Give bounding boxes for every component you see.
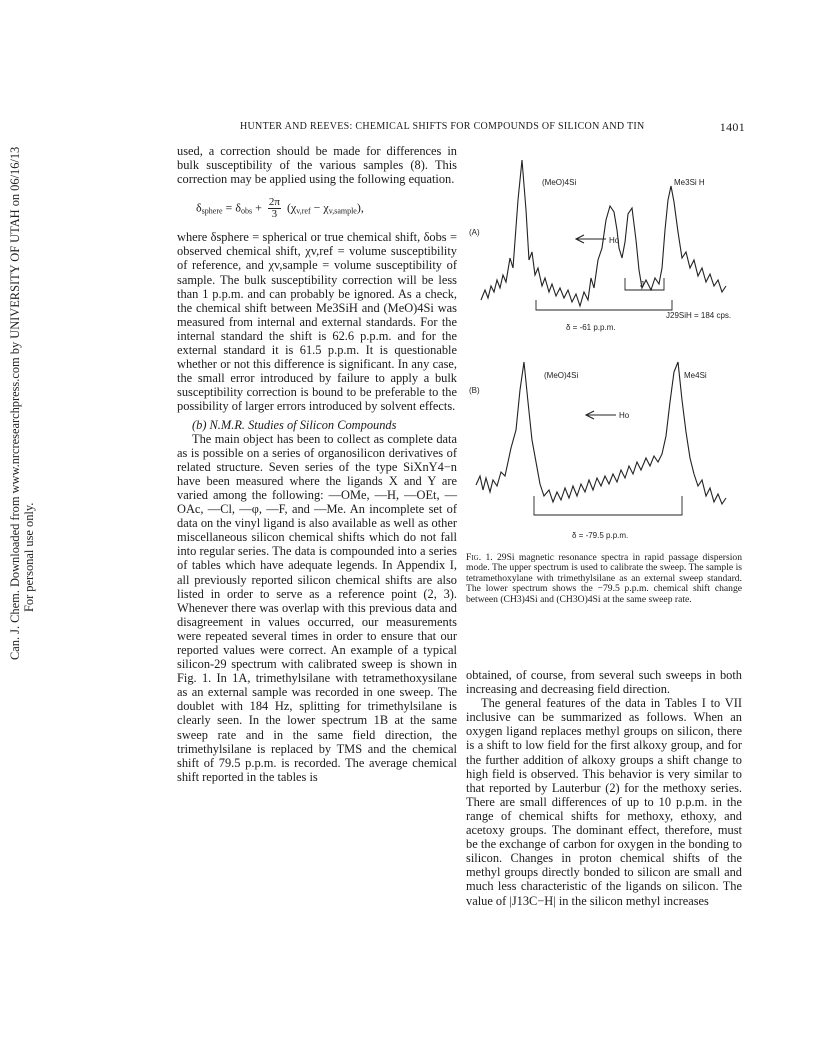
paragraph-general-features: The general features of the data in Tables I to VII inclusive can be summarized as follows. When an oxygen ligand replaces methyl groups on silicon, there is a shift to low field for the first alkoxy group, and for the further addition of alkoxy groups a shift change to high field is observed. This behavior is very similar to that reported by Lauterbur (2) for the methoxy series. There are small differences of up to 10 p.p.m. in the range of chemical shifts for methoxy, ethoxy, and acetoxy groups. The dominant effect, therefore, must be the exchange of carbon for oxygen in the bonding to silicon. Changes in proton chemical shifts of the methyl groups directly bonded to silicon are small and much less characteristic of the ligands on silicon. The value of |J13C−H| in the silicon methyl increases xyxy=(466,696,742,908)
eq-sub-vref: v,ref xyxy=(296,206,311,216)
susceptibility-equation xyxy=(196,197,457,220)
eq-chi-ref: (χ xyxy=(283,200,297,215)
eq-sub-vsample: v,sample xyxy=(328,206,357,216)
panel-a-peak-right-label: Me3Si H xyxy=(674,178,705,187)
download-notice-line1: Can. J. Chem. Downloaded from www.nrcresearchpress.com by UNIVERSITY OF UTAH on 06/16/13 xyxy=(8,146,22,660)
download-notice xyxy=(8,147,36,660)
paragraph-sweeps: obtained, of course, from several such sweeps in both increasing and decreasing field direction. xyxy=(466,668,742,697)
caption-text: 29Si magnetic resonance spectra in rapid passage dispersion mode. The upper spectrum is used to calibrate the sweep. The sample is tetramethoxylane with trimethylsilane as an external sweep standard. The lower spectrum shows the −79.5 p.p.m. chemical shift change between (CH3)4Si and (CH3O)4Si at the same sweep rate. xyxy=(466,552,742,605)
right-column xyxy=(466,668,742,908)
panel-a-shift-bracket xyxy=(536,300,672,310)
section-subheading: (b) N.M.R. Studies of Silicon Compounds xyxy=(192,417,397,432)
spectrum-b-trace xyxy=(476,362,726,504)
panel-a-label: (A) xyxy=(469,228,480,237)
eq-plus: + xyxy=(252,200,265,215)
left-column xyxy=(177,144,457,784)
panel-b-peak-right-label: Me4Si xyxy=(684,371,707,380)
eq-frac-den: 3 xyxy=(271,208,278,221)
panel-a-ho-label: Ho xyxy=(609,236,620,245)
running-title: HUNTER AND REEVES: CHEMICAL SHIFTS FOR COMPOUNDS OF SILICON AND TIN xyxy=(240,121,645,132)
page-number: 1401 xyxy=(719,120,745,134)
eq-sub-obs: obs xyxy=(240,206,253,216)
panel-a-peak-left-label: (MeO)4Si xyxy=(542,178,577,187)
panel-a-j-label: J xyxy=(640,280,644,289)
eq-chi-sample: − χ xyxy=(310,200,329,215)
figure-caption xyxy=(466,553,742,605)
eq-delta-obs: = δ xyxy=(222,200,241,215)
panel-b-peak-left-label: (MeO)4Si xyxy=(544,371,579,380)
eq-sub-sphere: sphere xyxy=(201,206,223,216)
caption-label: Fig. 1. xyxy=(466,552,493,563)
panel-a-coupling: J29SiH = 184 cps. xyxy=(666,311,732,320)
panel-b-shift-bracket xyxy=(534,496,682,515)
eq-delta: δ xyxy=(196,200,202,215)
panel-b-ho-label: Ho xyxy=(619,411,630,420)
panel-a-shift: δ = -61 p.p.m. xyxy=(566,323,616,332)
paragraph-definitions: where δsphere = spherical or true chemical shift, δobs = observed chemical shift, χv,ref = volume susceptibility of reference, and χv,sample = volume susceptibility of sample. The bulk susceptibility correction will be less than 1 p.p.m. and can probably be ignored. As a check, the chemical shift between Me3SiH and (MeO)4Si was measured from internal and external standards. For the internal standard the shift is 62.6 p.p.m. and for the external standard it is 61.5 p.p.m. It is questionable whether or not this difference is significant. In any case, the small error introduced by failure to apply a bulk susceptibility correction is bound to be preferable to the possibility of larger errors introduced by solvent effects. xyxy=(177,230,457,414)
panel-b-label: (B) xyxy=(469,386,480,395)
eq-frac-num: 2π xyxy=(268,196,280,209)
paragraph-main-object: The main object has been to collect as complete data as is possible on a series of organosilicon derivatives of related structure. Seven series of the type SiXnY4−n have been measured where the ligands X and Y are varied among the following: —OMe, —H, —OEt, —OAc, —Cl, —φ, —F, and —Me. An incomplete set of data on the vinyl ligand is also available as well as other miscellaneous silicon chemical shifts which do not fall into regular series. The data is compounded into a series of tables which have adequate legends. In Appendix I, all previously reported silicon chemical shifts are also listed in order to serve as a reference point (2, 3). Whenever there was overlap with this previous data and disagreement in values occurred, our measurements were repeated several times in order to ensure that our reported values were correct. An example of a typical silicon-29 spectrum with calibrated sweep is shown in Fig. 1. In 1A, trimethylsilane with tetramethoxysilane as an external sample was recorded in one sweep. The doublet with 184 Hz, splitting for trimethylsilane is clearly seen. In the lower spectrum 1B at the same sweep rate and in the same field direction, the trimethylsilane is replaced by TMS and the chemical shift of 79.5 p.p.m. is recorded. The average chemical shift reported in the tables is xyxy=(177,431,457,784)
panel-b-shift: δ = -79.5 p.p.m. xyxy=(572,531,629,540)
download-notice-line2: For personal use only. xyxy=(22,502,36,612)
paragraph-correction: used, a correction should be made for differences in bulk susceptibility of the various samples (8). This correction may be applied using the following equation. xyxy=(177,144,457,187)
eq-fraction xyxy=(268,197,281,220)
eq-close: ), xyxy=(356,200,364,215)
nmr-spectra-figure xyxy=(466,140,756,560)
